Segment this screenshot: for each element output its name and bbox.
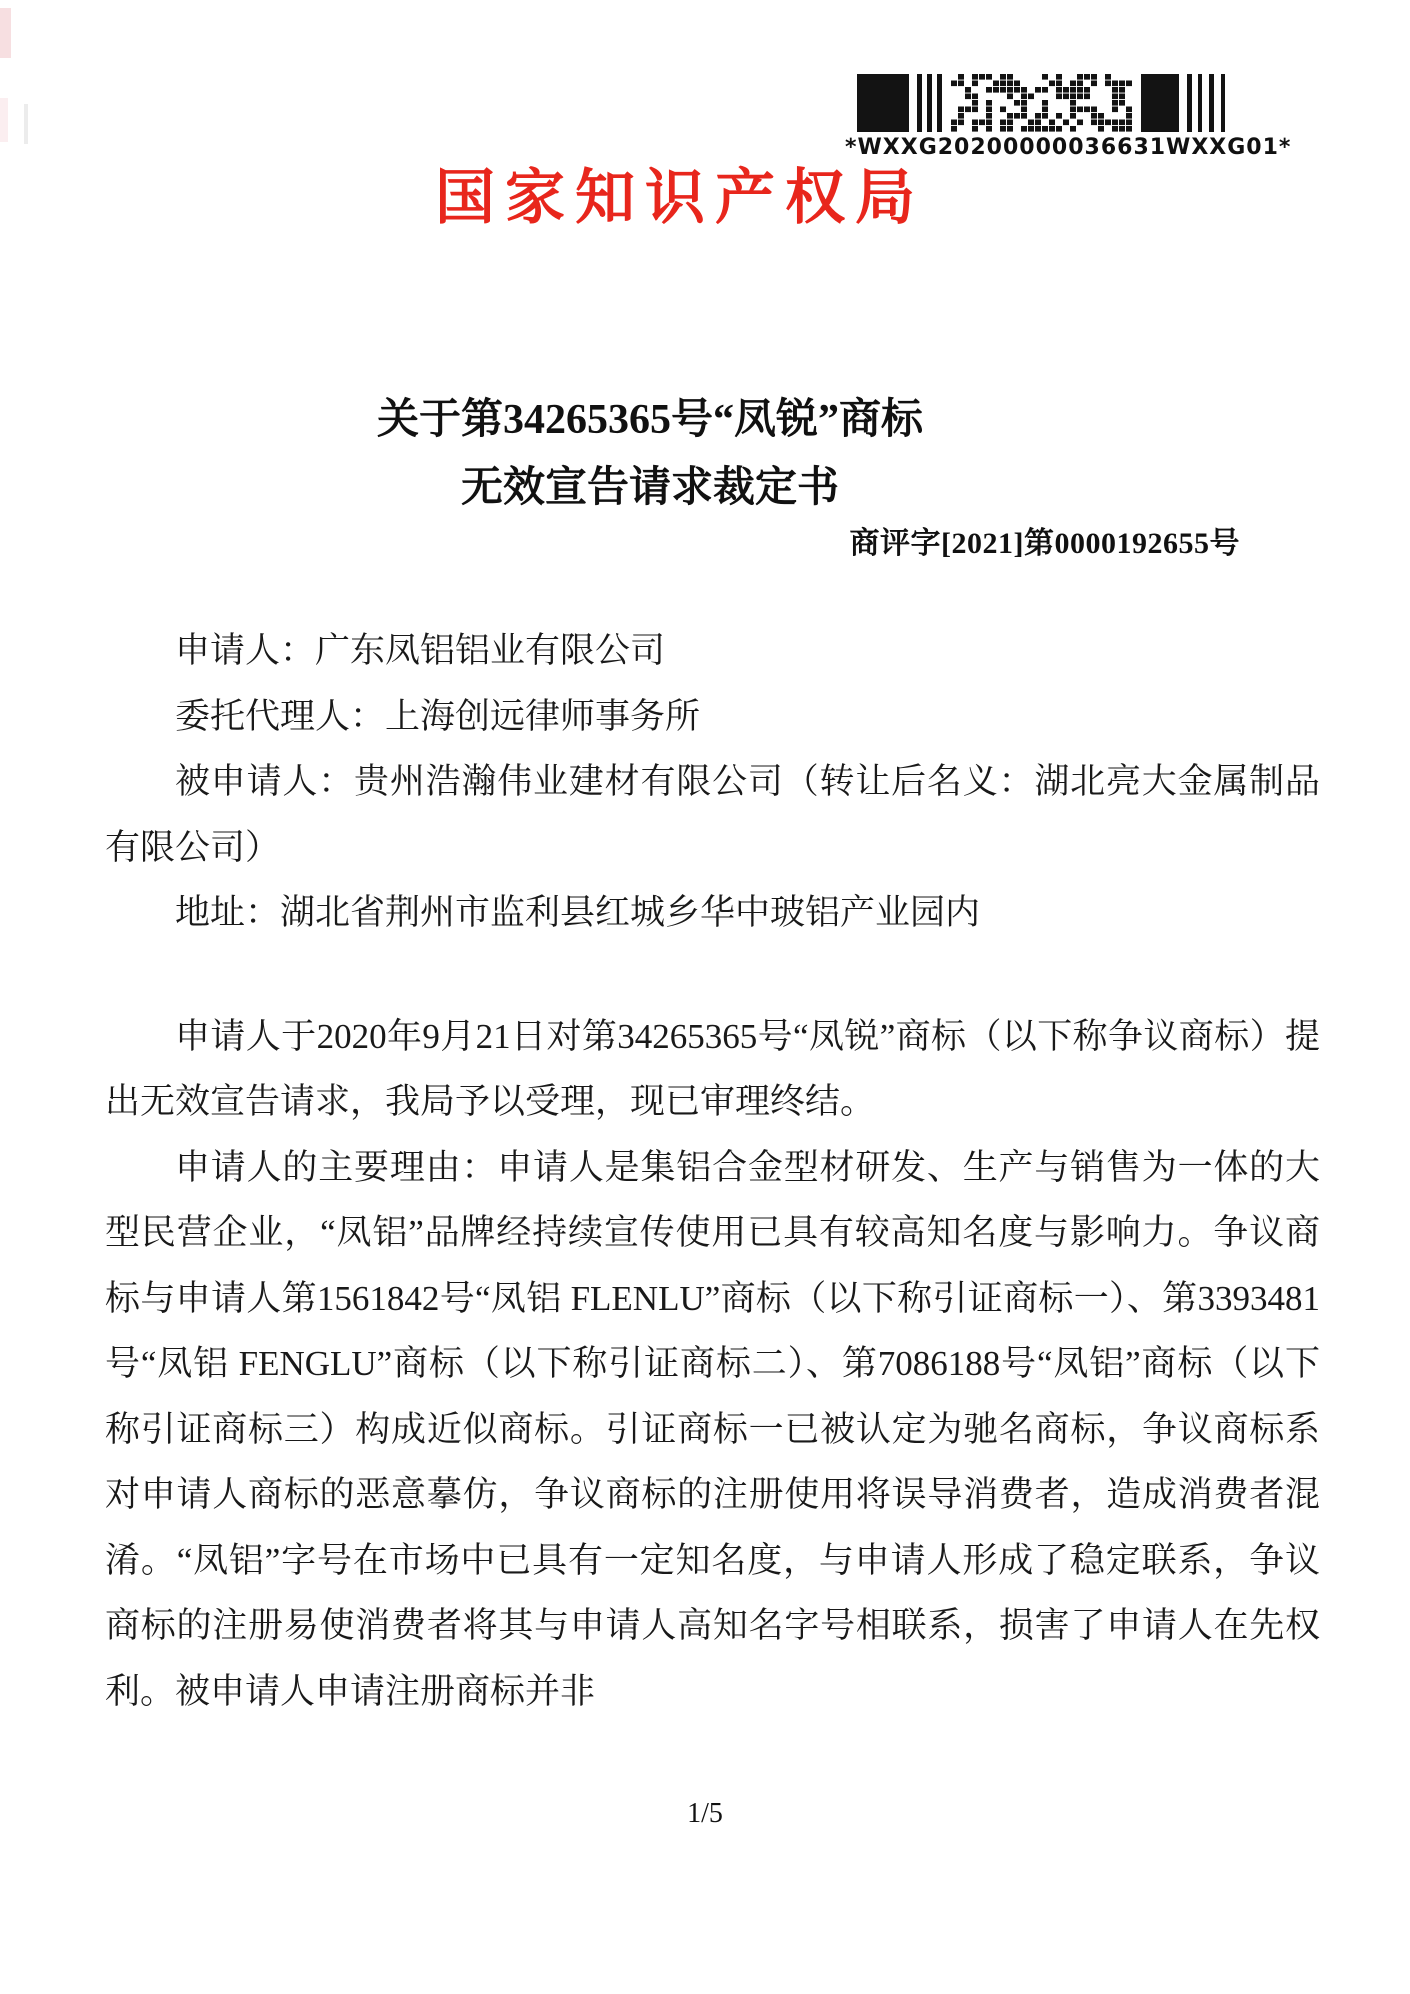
page-number: 1/5 (687, 1798, 723, 1829)
barcode (845, 74, 1292, 160)
barcode-image (857, 74, 1229, 132)
party-line-agent: 委托代理人：上海创远律师事务所 (175, 696, 701, 736)
party-line-respondent: 被申请人：贵州浩瀚伟业建材有限公司（转让后名义：湖北亮大金属制品有限公司） (105, 762, 1320, 867)
barcode-text: *WXXG20200000036631WXXG01* (845, 135, 1292, 160)
body-paragraph: 申请人于2020年9月21日对第34265365号“凤锐”商标（以下称争议商标）提出无效宣告请求，我局予以受理，现已审理终结。 (105, 1016, 1320, 1121)
scan-artifact (0, 98, 8, 142)
document-body (105, 618, 1320, 1724)
scan-artifact (24, 104, 28, 144)
document-title-line2: 无效宣告请求裁定书 (460, 465, 839, 511)
reference-number: 商评字[2021]第0000192655号 (849, 527, 1240, 560)
body-paragraph: 申请人的主要理由：申请人是集铝合金型材研发、生产与销售为一体的大型民营企业，“凤铝”品牌经持续宣传使用已具有较高知名度与影响力。争议商标与申请人第1561842号“凤铝 FLENLU”商标（以下称引证商标一）、第3393481号“凤铝 FENGLU”商标（以下称引证商标二）、第7086188号“凤铝”商标（以下称引证商标三）构成近似商标。引证商标一已被认定为驰名商标，争议商标系对申请人商标的恶意摹仿，争议商标的注册使用将误导消费者，造成消费者混淆。“凤铝”字号在市场中已具有一定知名度，与申请人形成了稳定联系，争议商标的注册易使消费者将其与申请人高知名字号相联系，损害了申请人在先权利。被申请人申请注册商标并非 (105, 1147, 1320, 1711)
party-line-address: 地址：湖北省荆州市监利县红城乡华中玻铝产业园内 (175, 893, 981, 932)
paragraph-spacer (105, 946, 1320, 1004)
party-line-applicant: 申请人：广东凤铝铝业有限公司 (175, 631, 666, 670)
document-title-line1: 关于第34265365号“凤锐”商标 (376, 397, 923, 443)
agency-title: 国家知识产权局 (435, 163, 925, 233)
document-title (0, 386, 1355, 522)
scan-artifact (0, 8, 11, 58)
